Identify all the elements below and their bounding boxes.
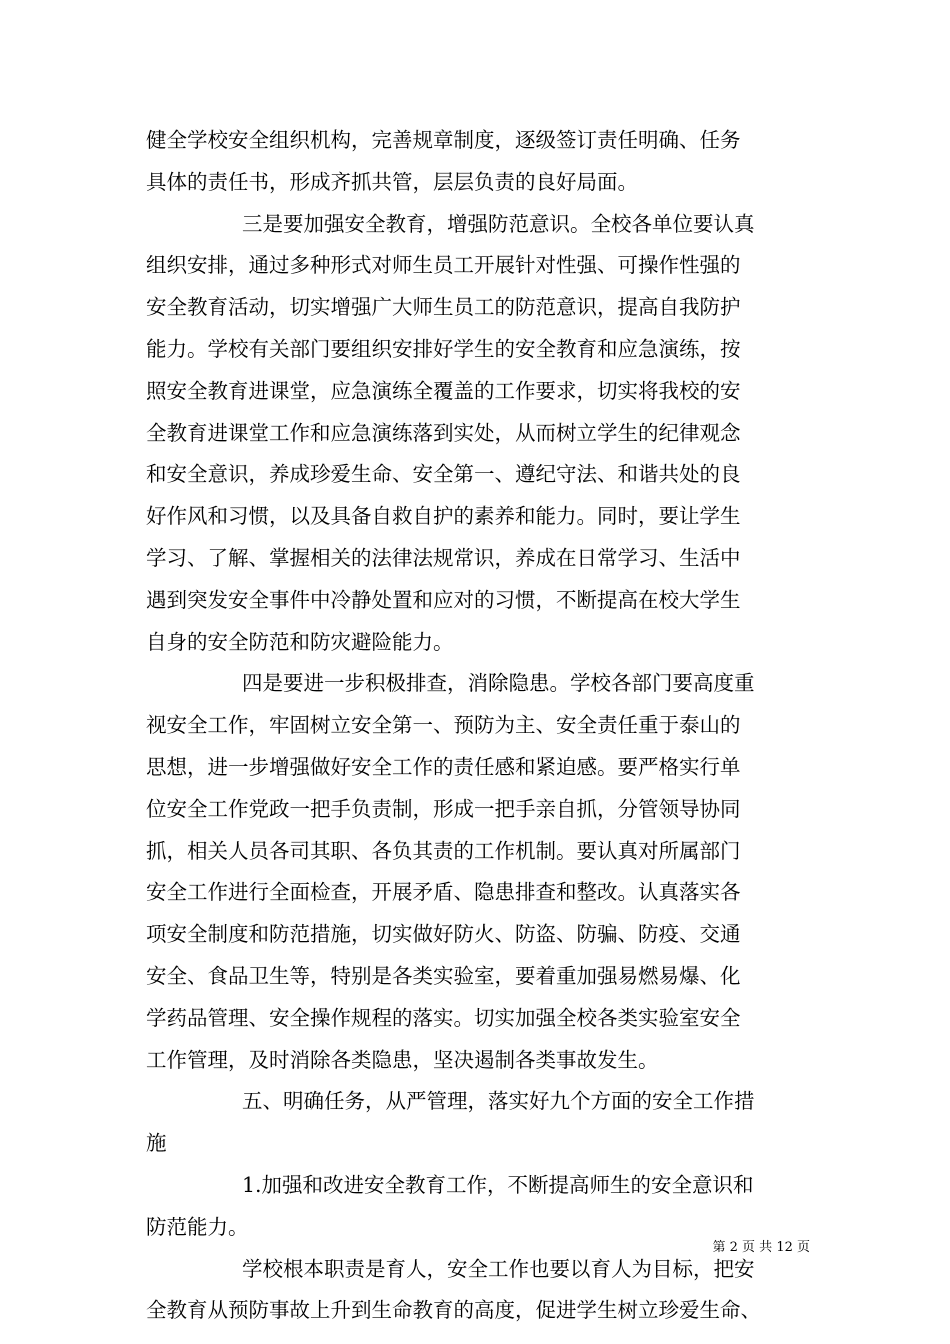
text-line: 项安全制度和防范措施，切实做好防火、防盗、防骗、防疫、交通 <box>146 922 741 947</box>
text-line: 自身的安全防范和防灾避险能力。 <box>146 629 454 654</box>
text-line: 安全、食品卫生等，特别是各类实验室，要着重加强易燃易爆、化 <box>146 963 741 988</box>
text-line: 三是要加强安全教育，增强防范意识。全校各单位要认真 <box>242 211 755 236</box>
text-line: 具体的责任书，形成齐抓共管，层层负责的良好局面。 <box>146 169 638 194</box>
text-line: 学药品管理、安全操作规程的落实。切实加强全校各类实验室安全 <box>146 1005 741 1030</box>
text-line: 全教育进课堂工作和应急演练落到实处，从而树立学生的纪律观念 <box>146 420 741 445</box>
text-line: 照安全教育进课堂，应急演练全覆盖的工作要求，切实将我校的安 <box>146 378 741 403</box>
text-line: 施 <box>146 1131 167 1156</box>
text-line: 能力。学校有关部门要组织安排好学生的安全教育和应急演练，按 <box>146 336 741 361</box>
body-text <box>146 120 810 1332</box>
text-line: 学校根本职责是育人，安全工作也要以育人为目标，把安 <box>242 1256 755 1281</box>
text-line: 视安全工作，牢固树立安全第一、预防为主、安全责任重于泰山的 <box>146 713 741 738</box>
text-line: 工作管理，及时消除各类隐患，坚决遏制各类事故发生。 <box>146 1047 659 1072</box>
text-line: 四是要进一步积极排查，消除隐患。学校各部门要高度重 <box>242 671 755 696</box>
text-line: 安全教育活动，切实增强广大师生员工的防范意识，提高自我防护 <box>146 295 741 320</box>
text-line: 位安全工作党政一把手负责制，形成一把手亲自抓，分管领导协同 <box>146 796 741 821</box>
page-number-footer: 第 2 页 共 12 页 <box>712 1240 810 1255</box>
text-line: 和安全意识，养成珍爱生命、安全第一、遵纪守法、和谐共处的良 <box>146 462 741 487</box>
text-line: 组织安排，通过多种形式对师生员工开展针对性强、可操作性强的 <box>146 253 741 278</box>
text-line: 思想，进一步增强做好安全工作的责任感和紧迫感。要严格实行单 <box>146 754 741 779</box>
text-line: 安全工作进行全面检查，开展矛盾、隐患排查和整改。认真落实各 <box>146 880 741 905</box>
text-line: 抓，相关人员各司其职、各负其责的工作机制。要认真对所属部门 <box>146 838 741 863</box>
text-line: 好作风和习惯，以及具备自救自护的素养和能力。同时，要让学生 <box>146 504 741 529</box>
text-line: 1.加强和改进安全教育工作，不断提高师生的安全意识和 <box>242 1172 754 1197</box>
text-line: 防范能力。 <box>146 1214 249 1239</box>
text-line: 健全学校安全组织机构，完善规章制度，逐级签订责任明确、任务 <box>146 128 741 152</box>
text-line: 遇到突发安全事件中冷静处置和应对的习惯，不断提高在校大学生 <box>146 587 741 612</box>
text-line: 学习、了解、掌握相关的法律法规常识，养成在日常学习、生活中 <box>146 545 741 570</box>
text-line: 全教育从预防事故上升到生命教育的高度，促进学生树立珍爱生命、 <box>146 1298 761 1323</box>
text-line: 五、明确任务，从严管理，落实好九个方面的安全工作措 <box>242 1089 755 1114</box>
